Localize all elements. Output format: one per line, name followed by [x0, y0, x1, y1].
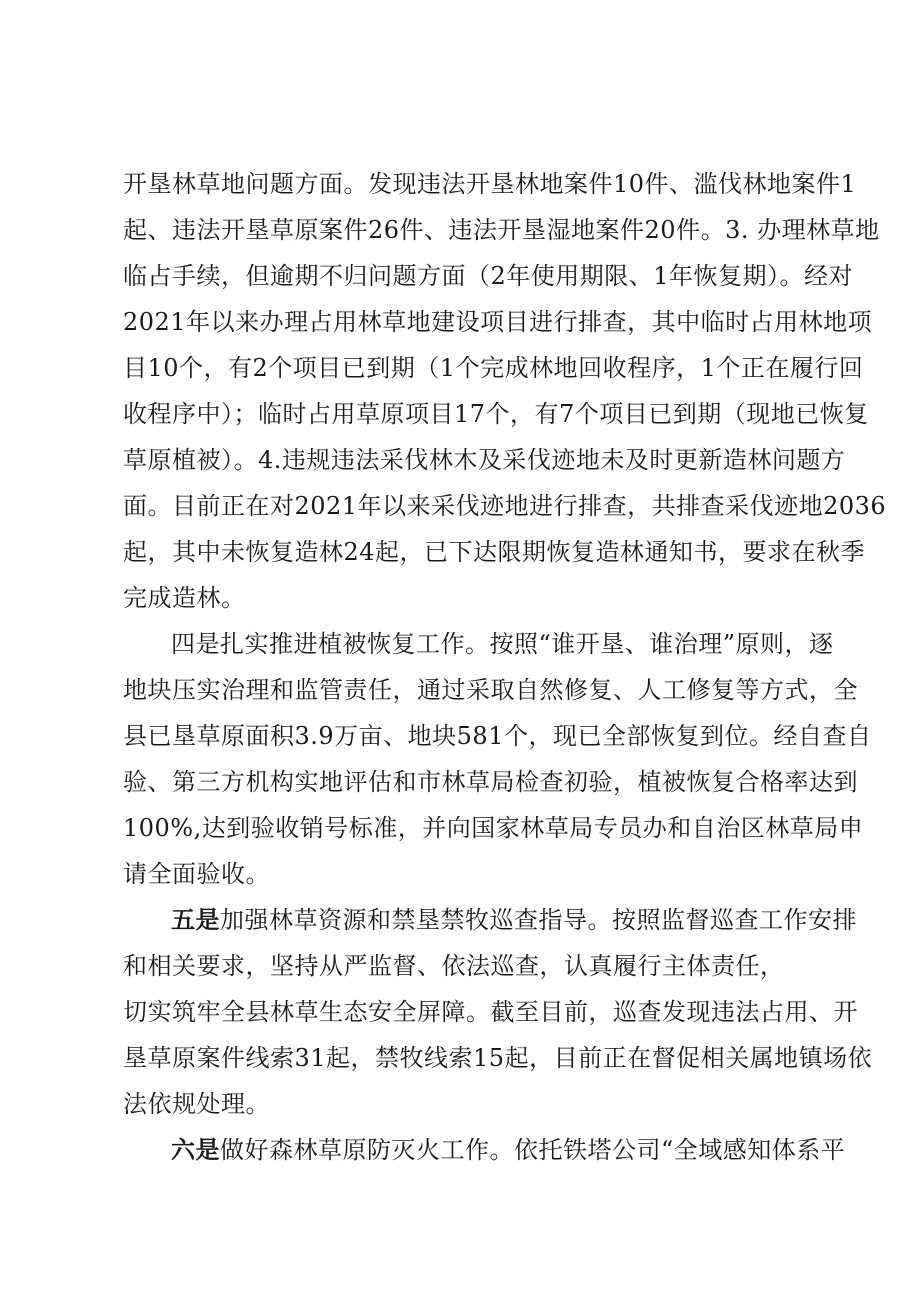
- text-line: 起、违法开垦草原案件26件、违法开垦湿地案件20件。3. 办理林草地: [123, 216, 880, 244]
- text-line: 开垦林草地问题方面。发现违法开垦林地案件10件、滥伐林地案件1: [123, 170, 857, 198]
- text-line: 验、第三方机构实地评估和市林草局检查初验，植被恢复合格率达到: [123, 768, 858, 796]
- paragraph-6-text: 做好森林草原防灭火工作。依托铁塔公司“全域感知体系平: [220, 1136, 846, 1164]
- text-line: 目10个，有2个项目已到期（1个完成林地回收程序，1个正在履行回: [123, 354, 864, 382]
- text-line: 切实筑牢全县林草生态安全屏障。截至目前，巡查发现违法占用、开: [123, 998, 858, 1026]
- text-line: 100%,达到验收销号标准，并向国家林草局专员办和自治区林草局申: [123, 814, 864, 842]
- text-line: 县已垦草原面积3.9万亩、地块581个，现已全部恢复到位。经自查自: [123, 722, 872, 750]
- text-line: 起，其中未恢复造林24起，已下达限期恢复造林通知书，要求在秋季: [123, 538, 866, 566]
- text-line: 完成造林。: [123, 584, 246, 612]
- text-line: 收程序中）；临时占用草原项目17个，有7个项目已到期（现地已恢复: [123, 400, 869, 428]
- text-line: 2021年以来办理占用林草地建设项目进行排查，其中临时占用林地项: [123, 308, 873, 336]
- paragraph-5-first-line: [171, 898, 857, 942]
- text-line: 请全面验收。: [123, 860, 270, 888]
- text-line: 地块压实治理和监管责任，通过采取自然修复、人工修复等方式，全: [123, 676, 858, 704]
- text-line: 临占手续，但逾期不归问题方面（2年使用期限、1年恢复期）。经对: [123, 262, 854, 290]
- paragraph-4-first-line: 四是扎实推进植被恢复工作。按照“谁开垦、谁治理”原则，逐: [171, 630, 834, 658]
- text-line: 法依规处理。: [123, 1090, 270, 1118]
- text-line: 垦草原案件线索31起，禁牧线索15起，目前正在督促相关属地镇场依: [123, 1044, 873, 1072]
- paragraph-5-text: 加强林草资源和禁垦禁牧巡查指导。按照监督巡查工作安排: [220, 906, 857, 934]
- paragraph-5-lead: 五是: [171, 905, 220, 934]
- text-line: 草原植被）。4.违规违法采伐林木及采伐迹地未及时更新造林问题方: [123, 446, 846, 474]
- paragraph-6-lead: 六是: [171, 1135, 220, 1164]
- text-line: 面。目前正在对2021年以来采伐迹地进行排查，共排查采伐迹地2036: [123, 492, 887, 520]
- text-line: 和相关要求，坚持从严监督、依法巡查，认真履行主体责任，: [123, 952, 785, 980]
- paragraph-6-first-line: [171, 1128, 846, 1172]
